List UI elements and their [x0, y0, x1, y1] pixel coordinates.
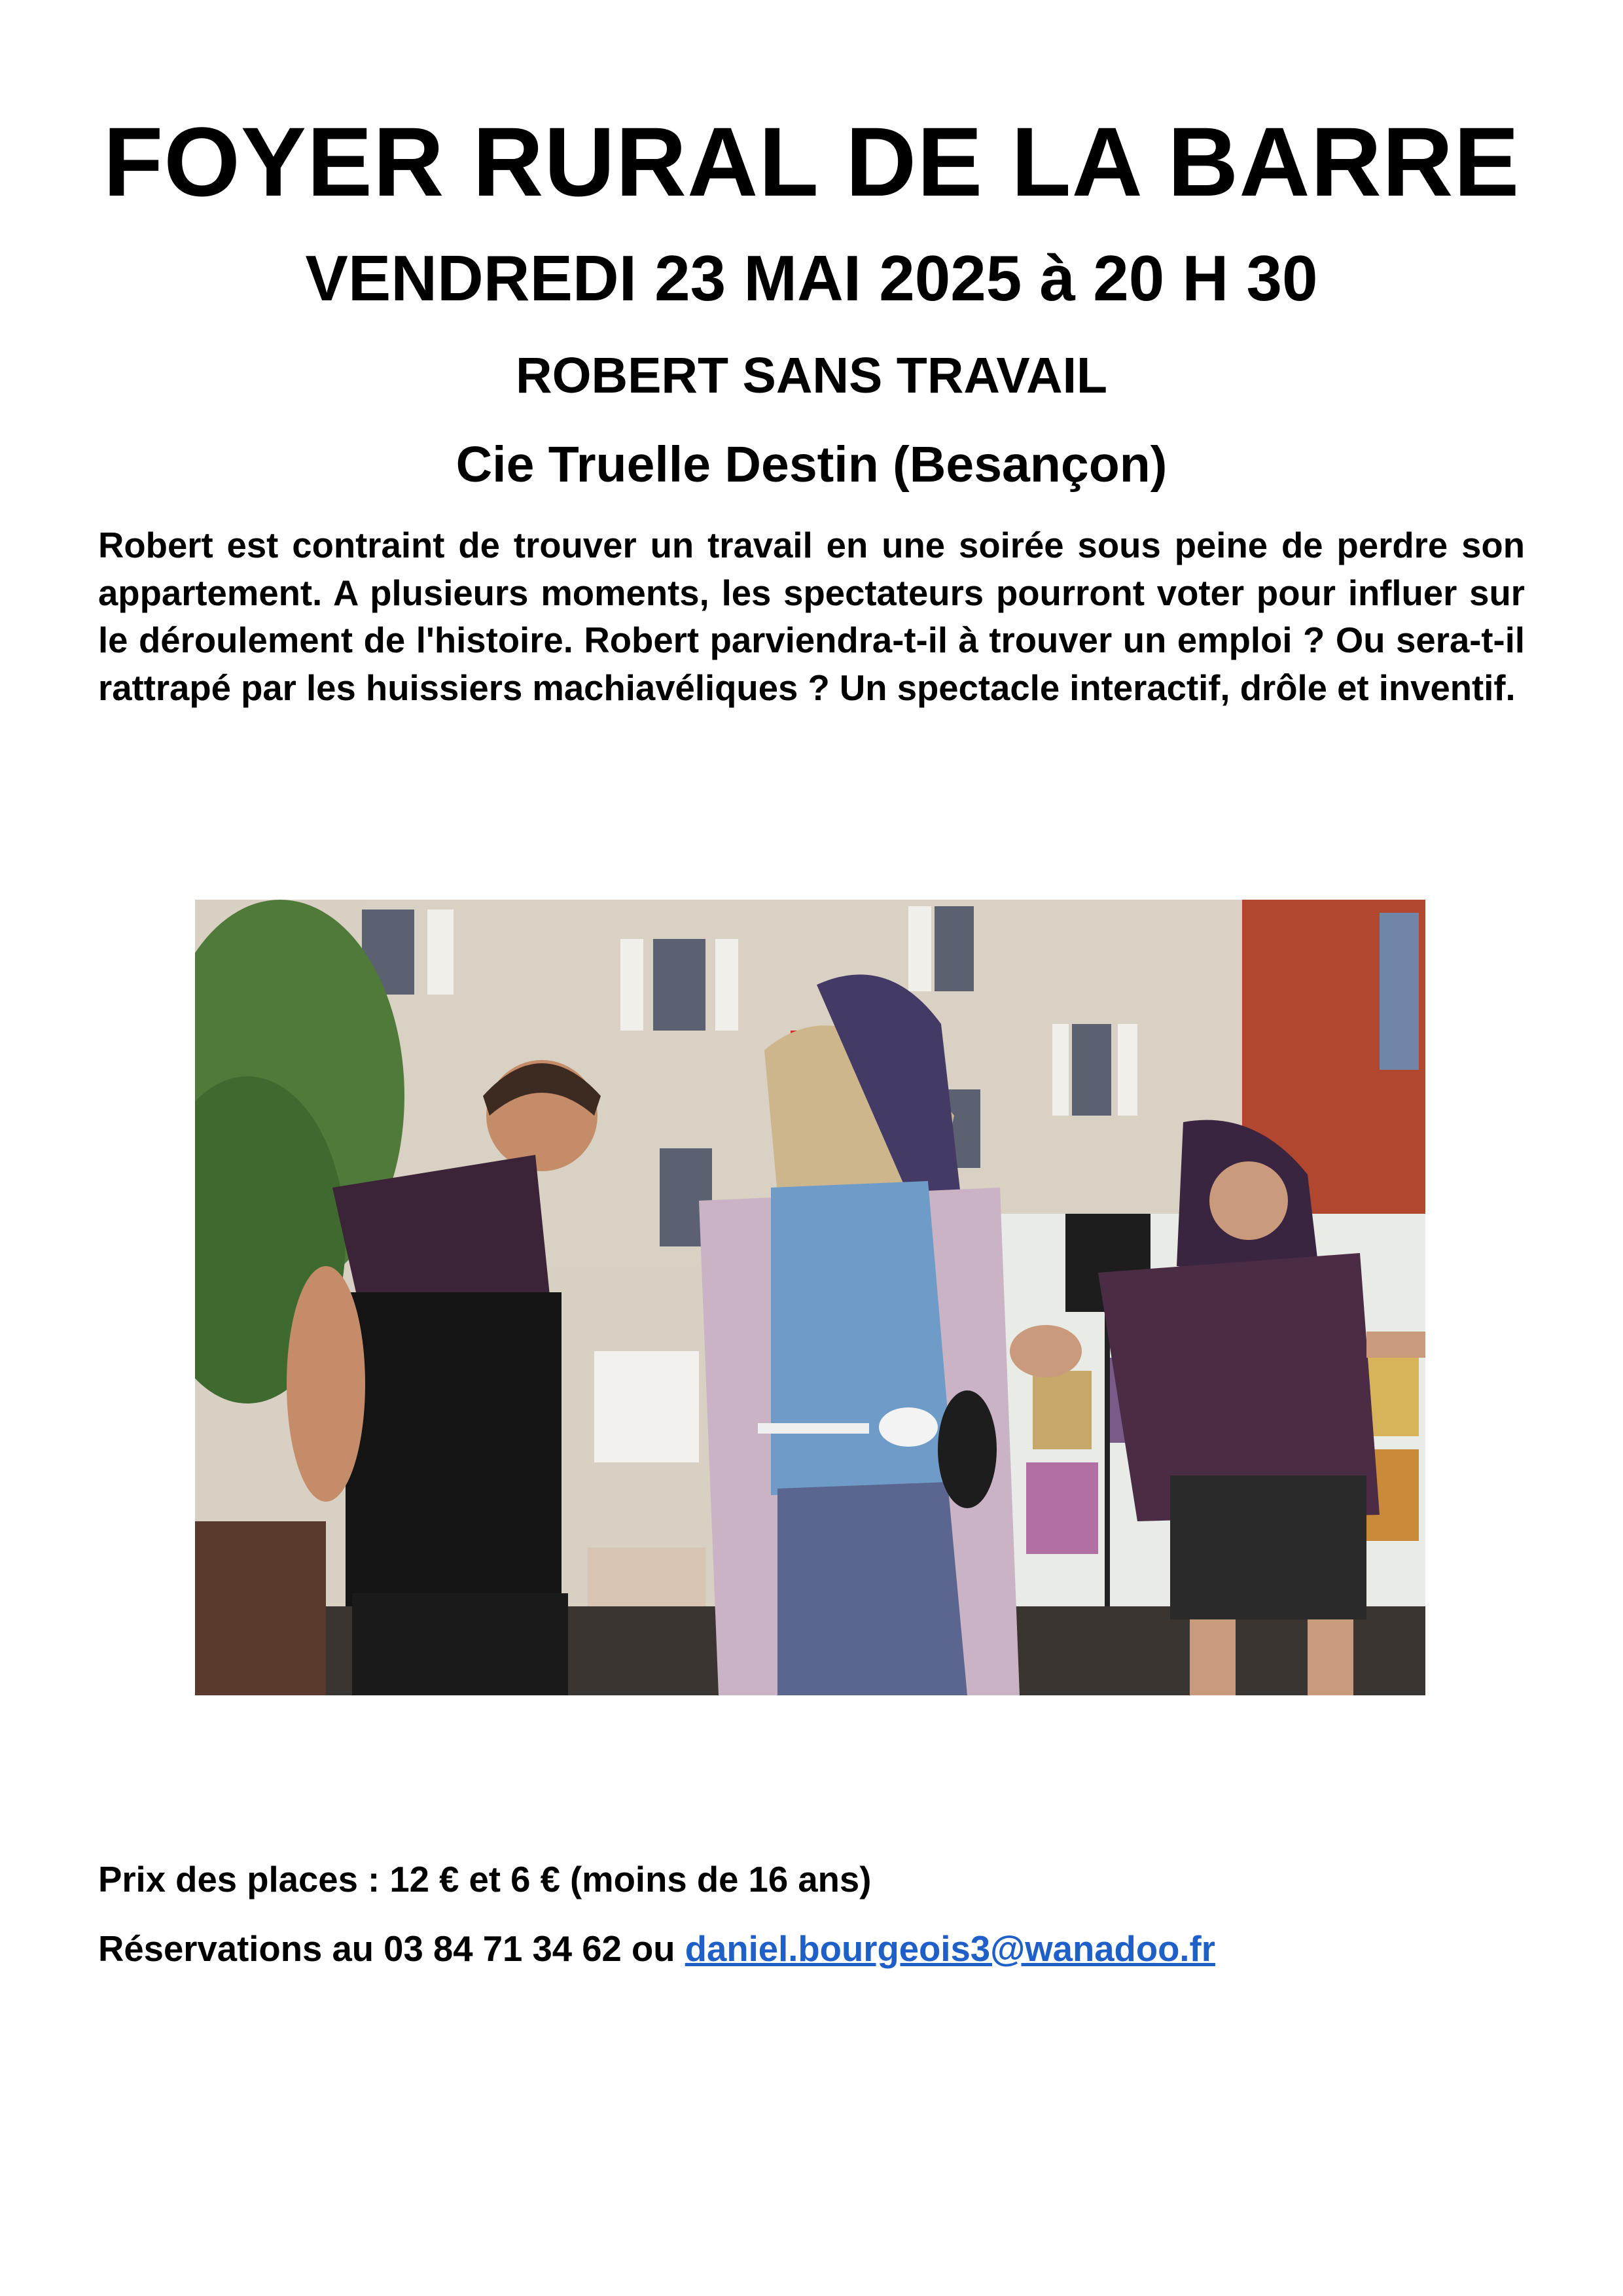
ticket-prices: Prix des places : 12 € et 6 € (moins de 16 ans): [98, 1860, 872, 1899]
company-name: Cie Truelle Destin (Besançon): [455, 436, 1168, 493]
reservation-text: Réservations au 03 84 71 34 62 ou: [98, 1929, 685, 1969]
show-title: ROBERT SANS TRAVAIL: [515, 347, 1108, 404]
venue-title: FOYER RURAL DE LA BARRE: [103, 107, 1520, 217]
reservation-line: [98, 1926, 1215, 1972]
show-description: Robert est contraint de trouver un travail en une soirée sous peine de perdre son appartement. A plusieurs moments, les spectateurs pourront voter pour influer sur le déroulement de l'histoire. Robert parviendra-t-il à trouver un emploi ? Ou sera-t-il rattrapé par les huissiers machiavéliques ? Un spectacle interactif, drôle et inventif.: [98, 525, 1525, 708]
event-date: VENDREDI 23 MAI 2025 à 20 H 30: [305, 242, 1318, 314]
show-photo: [195, 900, 1425, 1695]
email-link[interactable]: daniel.bourgeois3@wanadoo.fr: [685, 1929, 1215, 1969]
